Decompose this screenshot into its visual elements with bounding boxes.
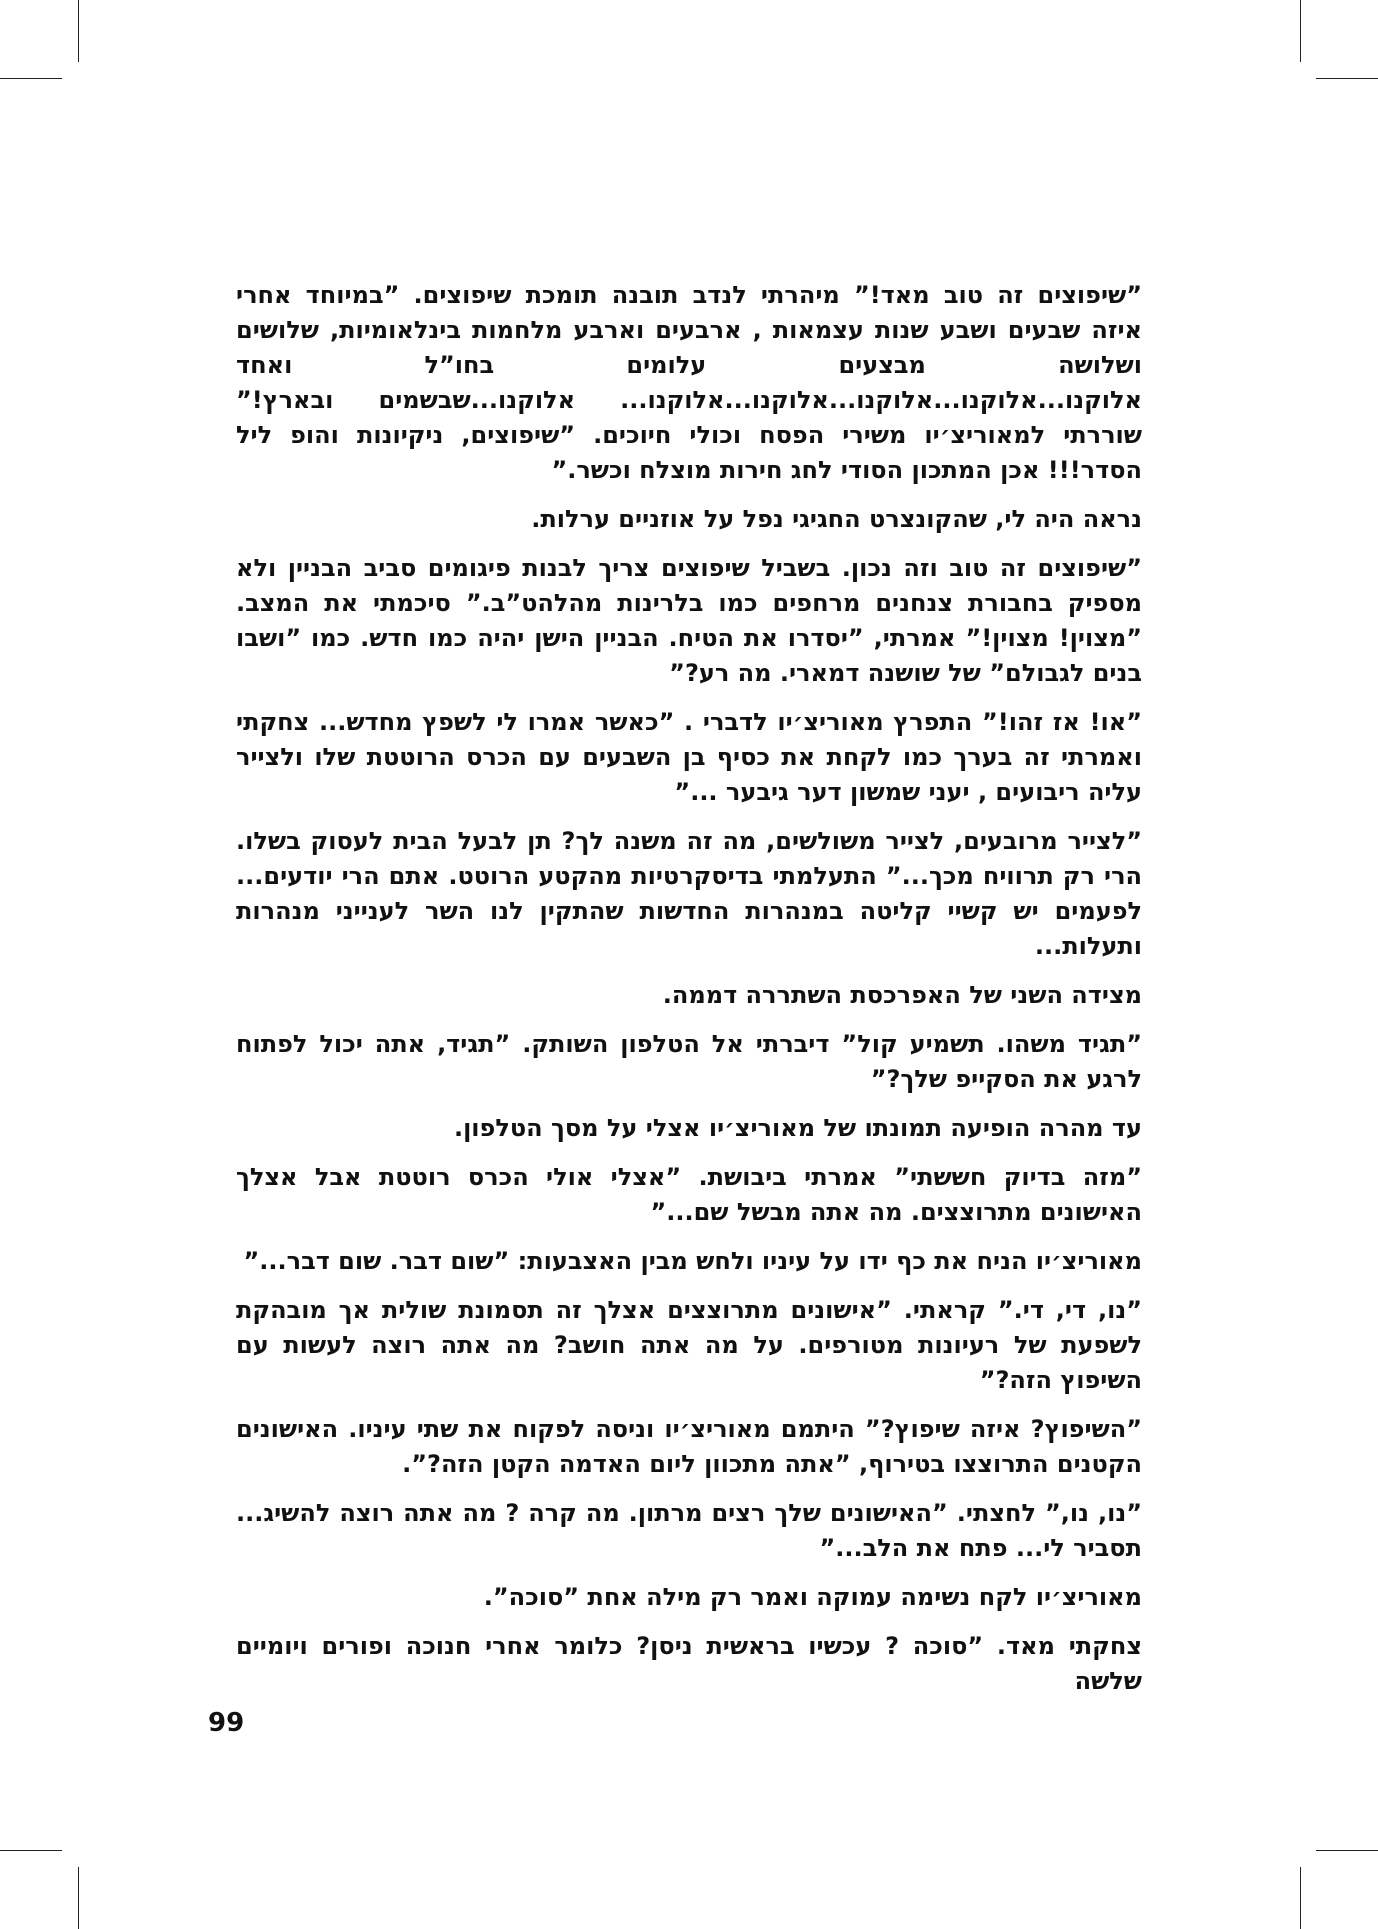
crop-mark-upper-left: [0, 78, 62, 79]
paragraph: מאוריצ׳יו לקח נשימה עמוקה ואמר רק מילה אחת ”סוכה”.: [483, 1583, 1142, 1611]
paragraph: ”שיפוצים זה טוב מאד!” מיהרתי לנדב תובנה תומכת שיפוצים. ”במיוחד אחרי איזה שבעים ושבע שנות עצמאות , ארבעים וארבע מלחמות בינלאומיות, שלושים ושלושה מבצעים עלומים בחו”ל ואחד אלוקנו...אלוקנו...אלוקנו...אלוקנו...אלוקנו... אלוקנו...שבשמים ובארץ!” שוררתי למאוריצ׳יו משירי הפסח וכולי חיוכים. ”שיפוצים, ניקיונות והופ ליל הסדר!!! אכן המתכון הסודי לחג חירות מוצלח וכשר.”: [236, 281, 1142, 484]
crop-mark-bottom-right: [1300, 1867, 1301, 1929]
body-text: [236, 278, 1142, 1713]
paragraph: ”נו, נו,” לחצתי. ”האישונים שלך רצים מרתון. מה קרה ? מה אתה רוצה להשיג... תסביר לי... פתח את הלב...”: [236, 1499, 1142, 1562]
crop-mark-bottom-left: [78, 1867, 79, 1929]
crop-mark-upper-right: [1316, 78, 1378, 79]
crop-mark-top-right: [1300, 0, 1301, 62]
paragraph: ”או! אז זהו!” התפרץ מאוריצ׳יו לדברי . ”כאשר אמרו לי לשפץ מחדש... צחקתי ואמרתי זה בערך כמו לקחת את כסיף בן השבעים עם הכרס הרוטטת שלו ולצייר עליה ריבועים , יעני שמשון דער גיבער ...”: [236, 708, 1142, 806]
crop-mark-lower-right: [1316, 1850, 1378, 1851]
paragraph: ”נו, די, די.” קראתי. ”אישונים מתרוצצים אצלך זה תסמונת שולית אך מובהקת לשפעת של רעיונות מטורפים. על מה אתה חושב? מה אתה רוצה לעשות עם השיפוץ הזה?”: [236, 1296, 1142, 1394]
paragraph: מאוריצ׳יו הניח את כף ידו על עיניו ולחש מבין האצבעות: ”שום דבר. שום דבר...”: [243, 1247, 1142, 1275]
paragraph: נראה היה לי, שהקונצרט החגיגי נפל על אוזניים ערלות.: [531, 505, 1142, 533]
paragraph: ”תגיד משהו. תשמיע קול” דיברתי אל הטלפון השותק. ”תגיד, אתה יכול לפתוח לרגע את הסקייפ שלך?”: [236, 1030, 1142, 1093]
paragraph: ”שיפוצים זה טוב וזה נכון. בשביל שיפוצים צריך לבנות פיגומים סביב הבניין ולא מספיק בחבורת צנחנים מרחפים כמו בלרינות מהלהט”ב.” סיכמתי את המצב. ”מצוין! מצוין!” אמרתי, ”יסדרו את הטיח. הבניין הישן יהיה כמו חדש. כמו ”ושבו בנים לגבולם” של שושנה דמארי. מה רע?”: [236, 554, 1142, 687]
paragraph: עד מהרה הופיעה תמונתו של מאוריצ׳יו אצלי על מסך הטלפון.: [453, 1114, 1142, 1142]
paragraph: צחקתי מאד. ”סוכה ? עכשיו בראשית ניסן? כלומר אחרי חנוכה ופורים ויומיים שלשה: [236, 1632, 1142, 1695]
paragraph: ”לצייר מרובעים, לצייר משולשים, מה זה משנה לך? תן לבעל הבית לעסוק בשלו. הרי רק תרוויח מכך...” התעלמתי בדיסקרטיות מהקטע הרוטט. אתם הרי יודעים... לפעמים יש קשיי קליטה במנהרות החדשות שהתקין לנו השר לענייני מנהרות ותעלות...: [236, 827, 1142, 960]
page-number: 99: [208, 1708, 245, 1738]
paragraph: מצידה השני של האפרכסת השתררה דממה.: [662, 981, 1142, 1009]
crop-mark-lower-left: [0, 1850, 62, 1851]
crop-mark-top-left: [78, 0, 79, 62]
paragraph: ”השיפוץ? איזה שיפוץ?” היתמם מאוריצ׳יו וניסה לפקוח את שתי עיניו. האישונים הקטנים התרוצצו בטירוף, ”אתה מתכוון ליום האדמה הקטן הזה?”.: [236, 1415, 1142, 1478]
paragraph: ”מזה בדיוק חששתי” אמרתי ביבושת. ”אצלי אולי הכרס רוטטת אבל אצלך האישונים מתרוצצים. מה אתה מבשל שם...”: [236, 1163, 1142, 1226]
